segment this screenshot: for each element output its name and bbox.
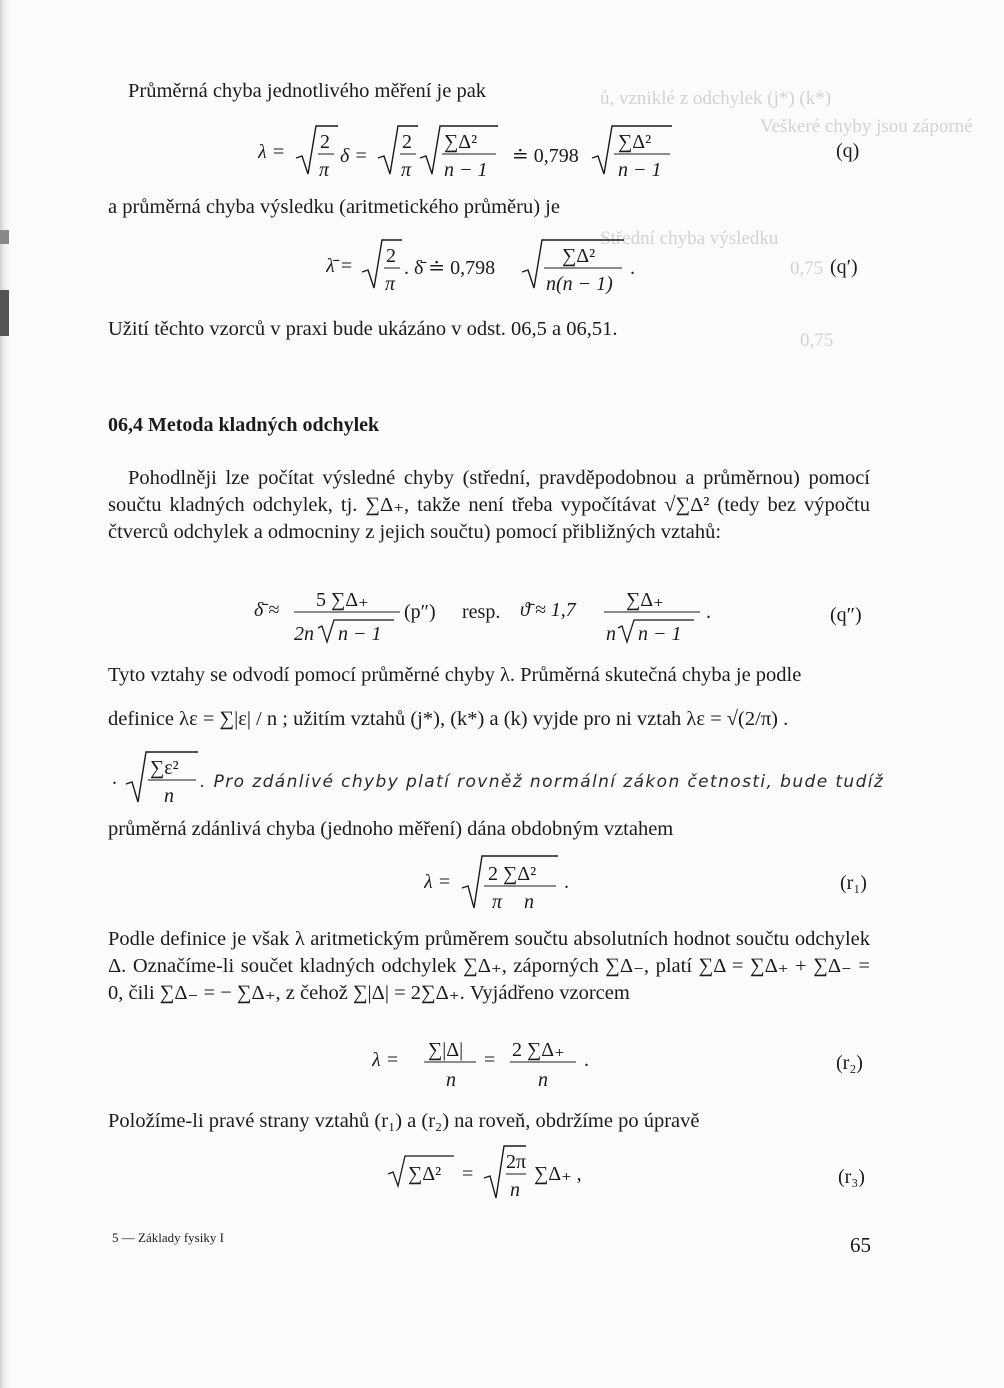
svg-text:n: n [606, 623, 616, 645]
bleed-through-text: 0,75 [800, 330, 834, 351]
section-heading: 06,4 Metoda kladných odchylek [108, 414, 380, 436]
svg-text:n − 1: n − 1 [618, 159, 662, 181]
svg-text:.: . [706, 601, 711, 623]
paragraph-equate-sides: Položíme-li pravé strany vztahů (r₁) a (r₂) na roveň, obdržíme po úpravě [108, 1110, 700, 1132]
svg-text:n − 1: n − 1 [338, 623, 382, 645]
svg-text:π: π [401, 159, 412, 181]
equation-q-double-prime [254, 582, 724, 650]
svg-text:∑Δ²: ∑Δ² [444, 131, 478, 153]
svg-text:2n: 2n [294, 623, 314, 645]
svg-text:∑Δ₊ ,: ∑Δ₊ , [534, 1163, 582, 1185]
handwritten-note: . Pro zdánlivé chyby platí rovněž normální zákon četnosti, bude tudíž [200, 772, 885, 792]
equation-r1 [424, 852, 594, 916]
scan-edge-shadow [0, 0, 10, 1388]
equation-r2-graphic [372, 1034, 612, 1092]
equation-sqrt-epsilon-graphic [112, 746, 202, 812]
paragraph-mean-error-result: a průměrná chyba výsledku (aritmetického průměru) je [108, 196, 560, 218]
equation-label-r1: (r₁) [840, 872, 867, 894]
equation-q-prime-graphic [326, 232, 646, 302]
svg-text:2: 2 [402, 131, 412, 153]
svg-text:n: n [446, 1069, 456, 1091]
paragraph-sum-definitions: Podle definice je však λ aritmetickým průměrem součtu absolutních hodnot součtu odchylek Δ. Označíme-li součet kladných odchylek ∑Δ₊, záporných ∑Δ₋, platí ∑Δ = ∑Δ₊ + ∑Δ₋ = 0, čili ∑Δ₋ = − ∑Δ₊, z čehož ∑|Δ| = 2∑Δ₊. Vyjádřeno vzorcem [108, 928, 870, 1004]
svg-text:n − 1: n − 1 [638, 623, 682, 645]
page-number: 65 [850, 1233, 871, 1257]
svg-text:∑Δ²: ∑Δ² [408, 1163, 442, 1185]
svg-text:π: π [319, 159, 330, 181]
svg-text:λ =: λ = [372, 1049, 400, 1071]
svg-text:2 ∑Δ²: 2 ∑Δ² [488, 863, 537, 885]
equation-q [258, 118, 738, 190]
svg-text:2π: 2π [506, 1151, 527, 1173]
svg-text:5 ∑Δ₊: 5 ∑Δ₊ [316, 589, 369, 611]
svg-text:π: π [492, 891, 503, 913]
bleed-through-text: Veškeré chyby jsou záporné [760, 116, 973, 137]
bleed-through-text: Střední chyba výsledku [600, 228, 779, 249]
svg-text:.: . [564, 871, 569, 893]
equation-label-r3: (r₃) [838, 1166, 865, 1188]
paragraph-apparent-error: průměrná zdánlivá chyba (jednoho měření) dána obdobným vztahem [108, 818, 674, 840]
svg-text:.: . [584, 1049, 589, 1071]
svg-text:n: n [538, 1069, 548, 1091]
svg-text:λ̄ =: λ̄ = [326, 255, 354, 277]
footer-source: 5 — Základy fysiky I [112, 1230, 224, 1245]
svg-text:.: . [112, 767, 117, 789]
paragraph-usage-note: Užití těchto vzorců v praxi bude ukázáno v odst. 06,5 a 06,51. [108, 318, 618, 340]
scan-binding-mark [0, 290, 9, 336]
svg-text:δ =: δ = [340, 145, 368, 167]
scan-binding-mark [0, 230, 9, 244]
svg-text:(p″): (p″) [404, 601, 436, 623]
svg-text:π: π [385, 273, 396, 295]
equation-label-r2: (r₂) [836, 1052, 863, 1074]
equation-r2 [372, 1034, 612, 1092]
equation-r3 [388, 1140, 618, 1206]
equation-label-q-prime: (q′) [830, 256, 858, 278]
equation-q-double-prime-graphic [254, 582, 724, 650]
svg-text:=: = [484, 1049, 496, 1071]
equation-r1-graphic [424, 852, 594, 916]
svg-text:∑Δ²: ∑Δ² [562, 245, 596, 267]
svg-text:≐ 0,798: ≐ 0,798 [512, 145, 579, 167]
equation-q-graphic [258, 118, 738, 190]
svg-text:n(n − 1): n(n − 1) [546, 273, 613, 295]
svg-text:∑|Δ|: ∑|Δ| [428, 1039, 464, 1061]
svg-text:λ =: λ = [258, 141, 286, 163]
svg-text:δ̄ ≈: δ̄ ≈ [254, 599, 280, 621]
paragraph-definition: definice λε = ∑|ε| / n ; užitím vztahů (j*), (k*) a (k) vyjde pro ni vztah λε = √(2/π) . [108, 708, 789, 730]
svg-text:=: = [462, 1163, 474, 1185]
svg-text:2: 2 [320, 131, 330, 153]
svg-text:n: n [510, 1179, 520, 1201]
svg-text:n: n [524, 891, 534, 913]
svg-text:.: . [630, 257, 635, 279]
svg-text:2 ∑Δ₊: 2 ∑Δ₊ [512, 1039, 565, 1061]
paragraph-derivation: Tyto vztahy se odvodí pomocí průměrné chyby λ. Průměrná skutečná chyba je podle [108, 664, 802, 686]
equation-r3-graphic [388, 1140, 618, 1206]
equation-label-q: (q) [836, 140, 860, 162]
bleed-through-text: 0,75 [790, 258, 824, 279]
equation-q-prime [326, 232, 646, 302]
svg-text:λ =: λ = [424, 871, 452, 893]
svg-text:n: n [164, 785, 174, 807]
svg-text:∑Δ₊: ∑Δ₊ [626, 589, 664, 611]
svg-text:. δ̄ ≐ 0,798: . δ̄ ≐ 0,798 [404, 257, 496, 279]
equation-sqrt-epsilon [112, 746, 202, 812]
svg-text:∑ε²: ∑ε² [150, 757, 179, 779]
bleed-through-text: ů, vzniklé z odchylek (j*) (k*) [600, 88, 832, 109]
paragraph-mean-error-intro: Průměrná chyba jednotlivého měření je pak [128, 80, 487, 102]
equation-label-q-double-prime: (q″) [830, 604, 862, 626]
paragraph-positive-deviations: Pohodlněji lze počítat výsledné chyby (střední, pravděpodobnou a průměrnou) pomocí součtu kladných odchylek, tj. ∑Δ₊, takže není třeba vypočítávat √∑Δ² (tedy bez výpočtu čtverců odchylek a odmocniny z jejich součtu) pomocí přibližných vztahů: [108, 467, 870, 543]
svg-text:2: 2 [386, 245, 396, 267]
svg-text:resp.: resp. [462, 601, 501, 623]
svg-text:∑Δ²: ∑Δ² [618, 131, 652, 153]
svg-text:n − 1: n − 1 [444, 159, 488, 181]
svg-text:ϑ̄ ≈ 1,7: ϑ̄ ≈ 1,7 [520, 599, 576, 621]
